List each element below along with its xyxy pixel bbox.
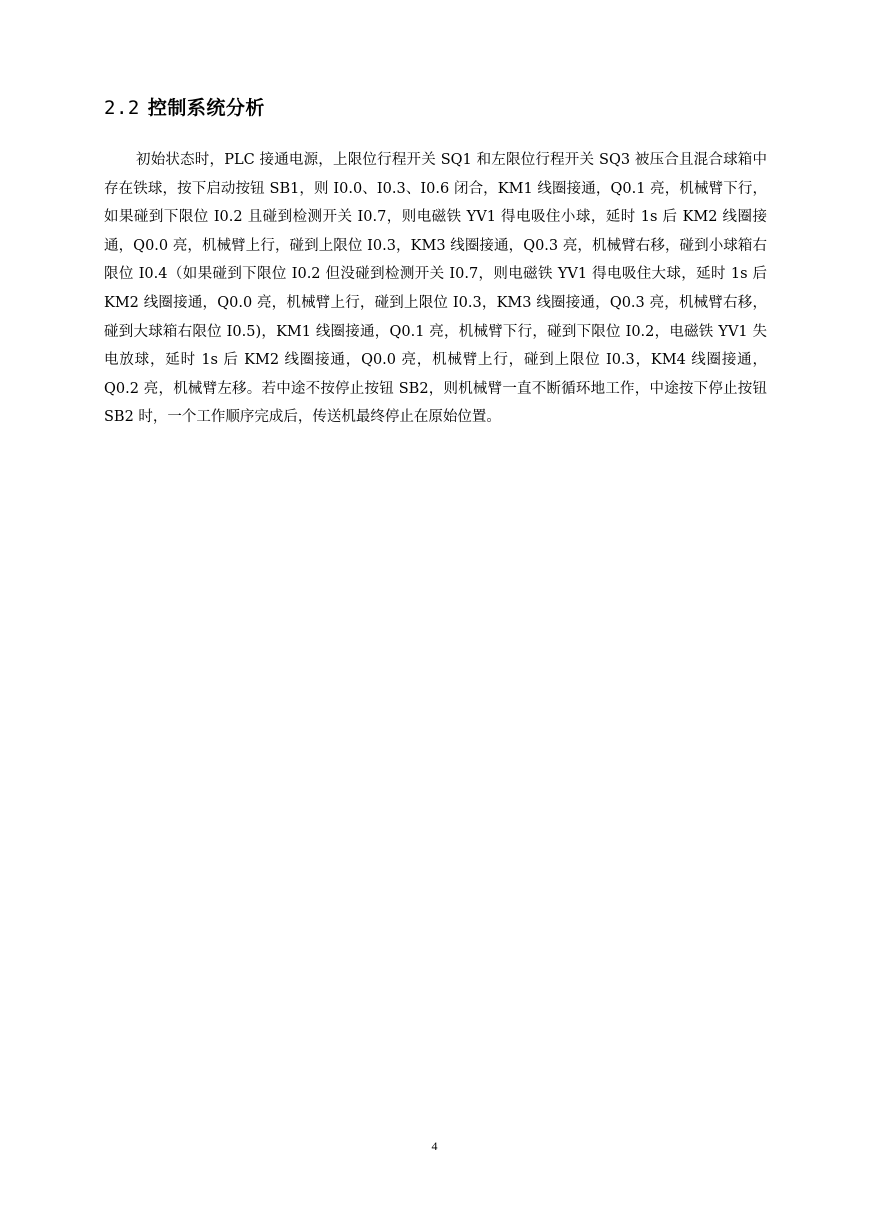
section-title: 控制系统分析 — [147, 97, 265, 119]
body-paragraph: 初始状态时，PLC 接通电源，上限位行程开关 SQ1 和左限位行程开关 SQ3 被压合且混合球箱中存在铁球，按下启动按钮 SB1，则 I0.0、I0.3、I0.6 闭合，KM1 线圈接通，Q0.1 亮，机械臂下行，如果碰到下限位 I0.2 且碰到检测开关 I0.7，则电磁铁 YV1 得电吸住小球，延时 1s 后 KM2 线圈接通，Q0.0 亮，机械臂上行，碰到上限位 I0.3，KM3 线圈接通，Q0.3 亮，机械臂右移，碰到小球箱右限位 I0.4（如果碰到下限位 I0.2 但没碰到检测开关 I0.7，则电磁铁 YV1 得电吸住大球，延时 1s 后 KM2 线圈接通，Q0.0 亮，机械臂上行，碰到上限位 I0.3，KM3 线圈接通，Q0.3 亮，机械臂右移，碰到大球箱右限位 I0.5)，KM1 线圈接通，Q0.1 亮，机械臂下行，碰到下限位 I0.2，电磁铁 YV1 失电放球，延时 1s 后 KM2 线圈接通，Q0.0 亮，机械臂上行，碰到上限位 I0.3，KM4 线圈接通，Q0.2 亮，机械臂左移。若中途不按停止按钮 SB2，则机械臂一直不断循环地工作，中途按下停止按钮 SB2 时，一个工作顺序完成后，传送机最终停止在原始位置。 — [104, 152, 767, 426]
section-number: 2.2 — [104, 97, 140, 119]
section-heading — [104, 94, 265, 122]
page-number: 4 — [431, 1139, 438, 1153]
